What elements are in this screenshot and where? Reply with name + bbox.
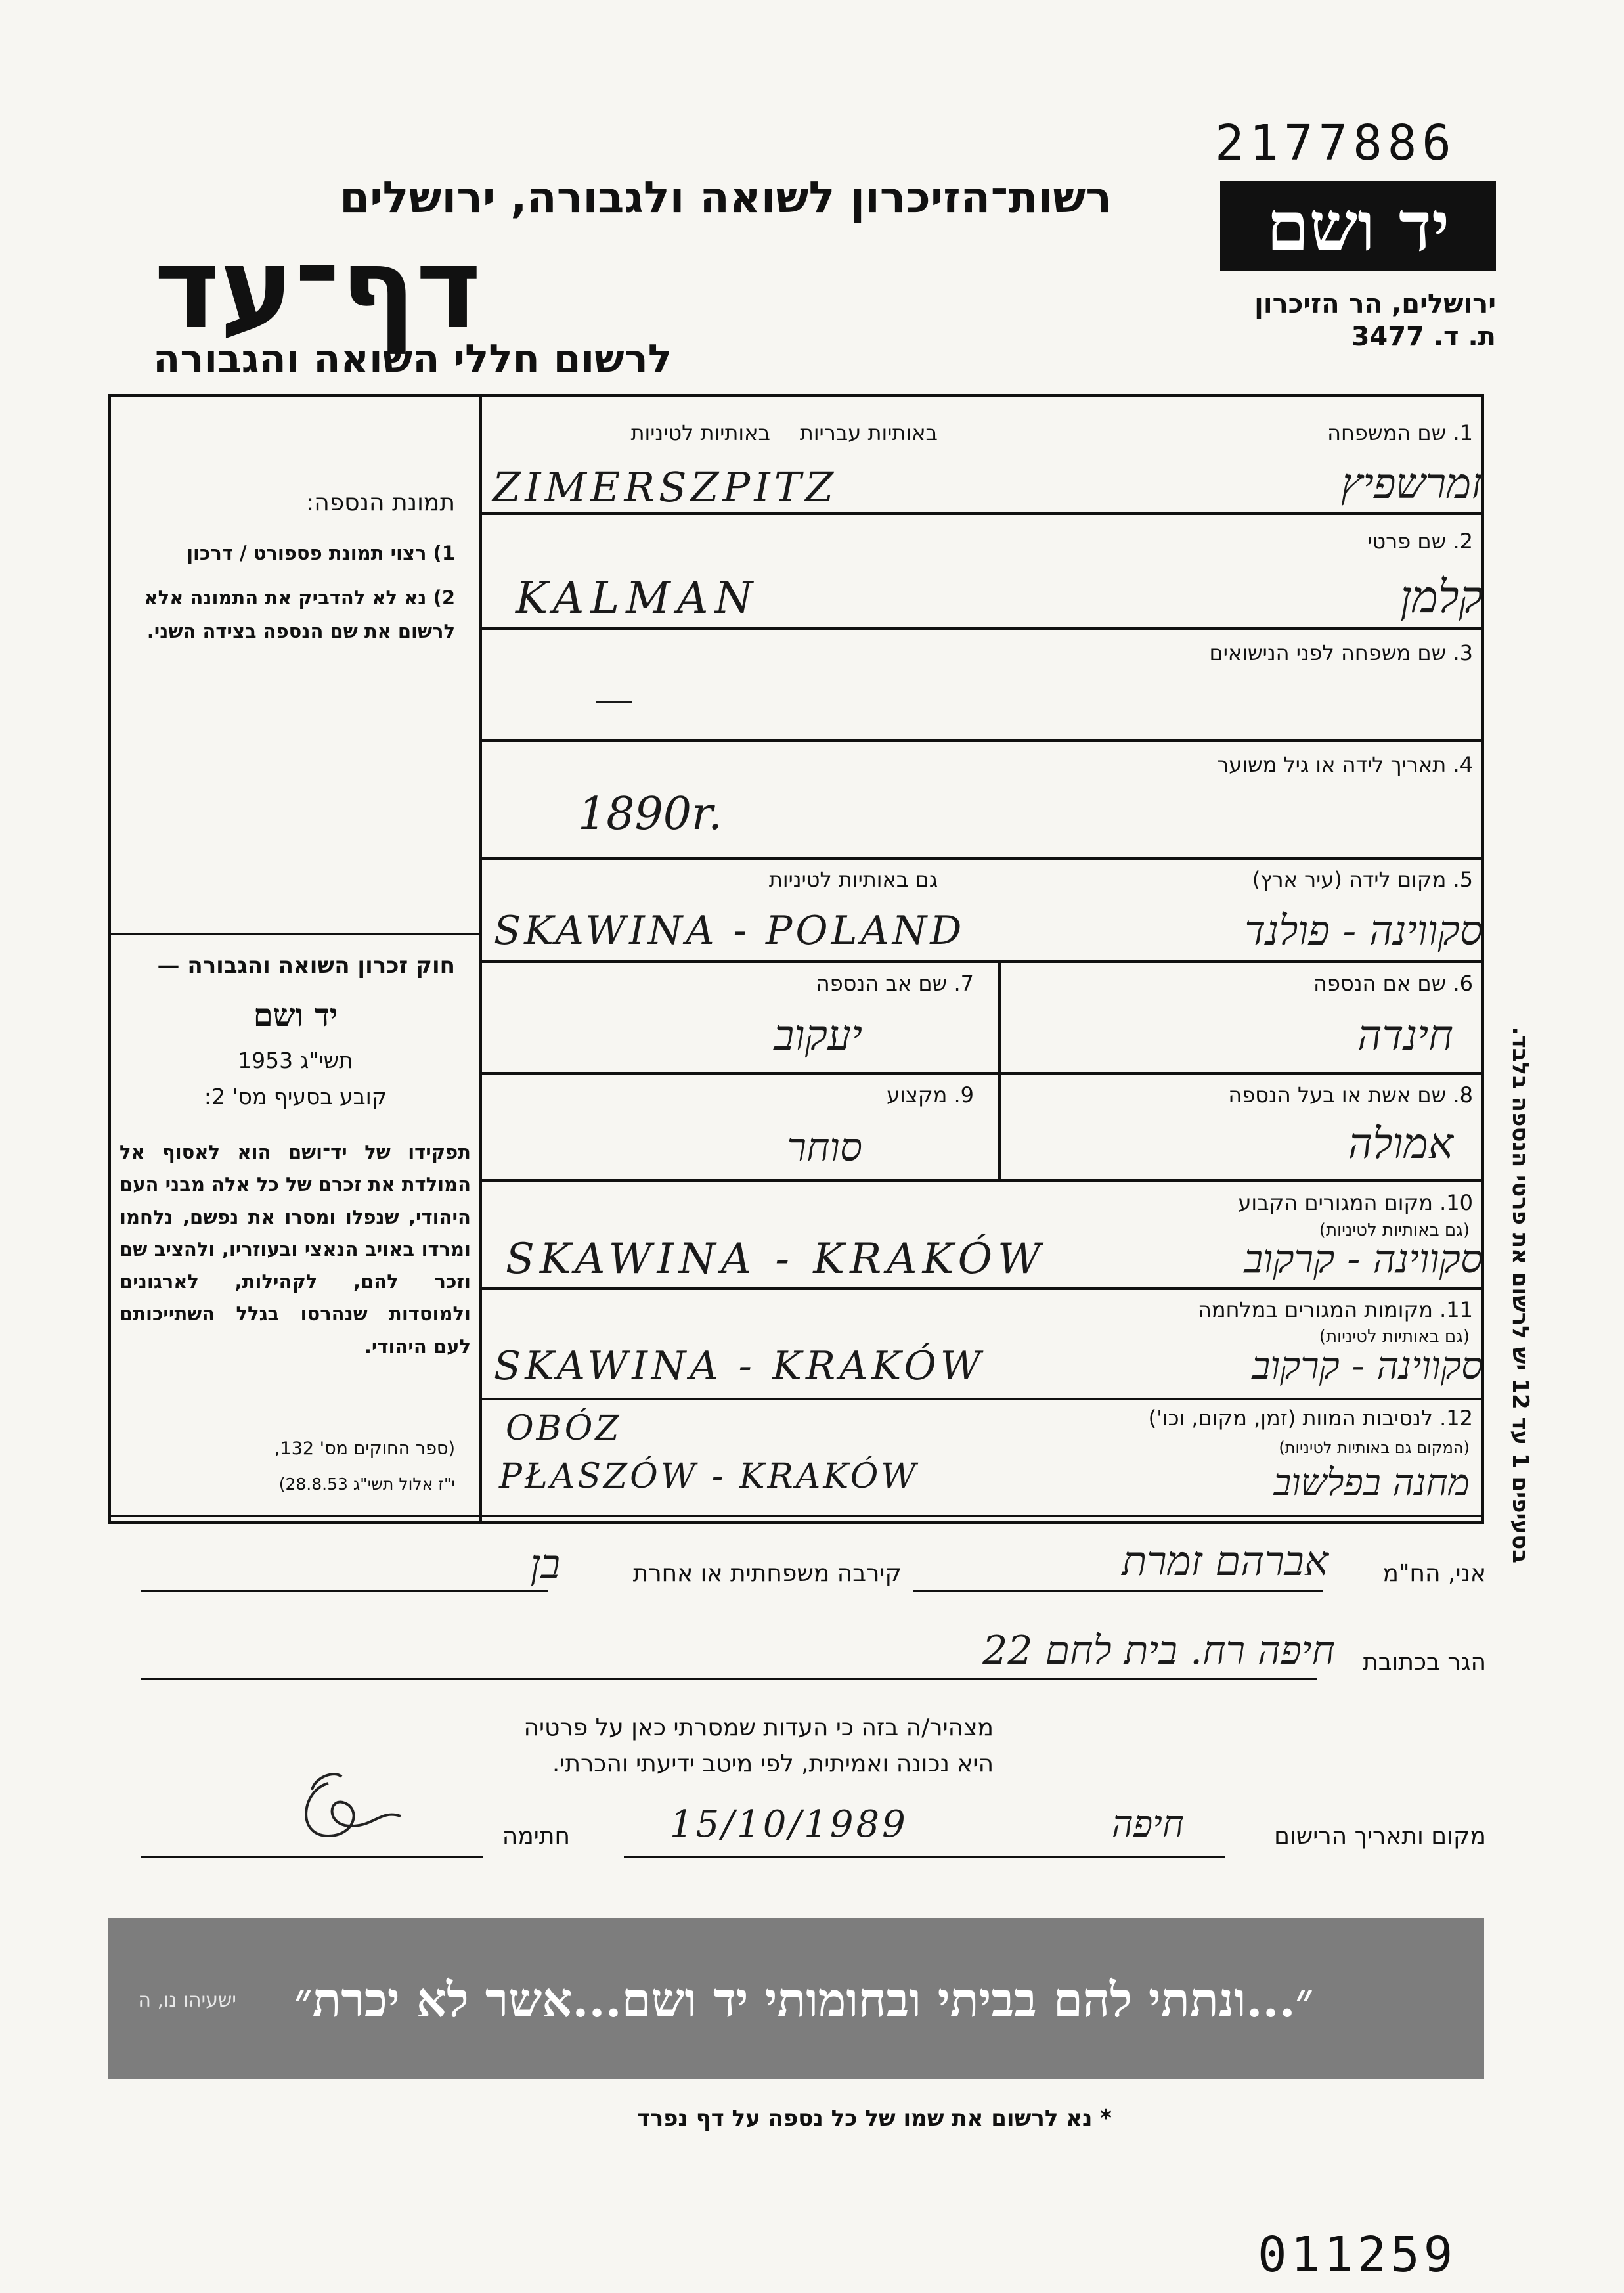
address-value[interactable]: חיפה רח. בית לחם 22 bbox=[982, 1628, 1335, 1674]
address-line-1: ירושלים, הר הזיכרון bbox=[1254, 289, 1496, 319]
registration-place[interactable]: חיפה bbox=[1112, 1803, 1184, 1846]
place-date-label: מקום ותאריך הרישום bbox=[1274, 1823, 1486, 1850]
field-2-latin-value[interactable]: KALMAN bbox=[516, 573, 760, 623]
address-line-2: ת. ד. 3477 bbox=[1351, 322, 1496, 352]
signature-label: חתימה bbox=[502, 1823, 570, 1850]
field-7-value[interactable]: יעקוב bbox=[774, 1012, 862, 1060]
quote-banner bbox=[108, 1918, 1484, 2079]
law-body: תפקידו של יד־ושם הוא לאסוף אל המולדת את זכרם של כל אלה מבני העם היהודי, שנפלו ומסרו את נפשם, נלחמו ומרדו באויב הנאצי ובעוזריו, ולהציב שם וזכר להם, לקהילות, לארגונים ולמוסדות שנהרסו בגלל השתייכותם לעם היהודי. bbox=[120, 1141, 471, 1358]
field-1-hebrew-hint: באותיות עבריות bbox=[799, 420, 938, 445]
left-column-divider bbox=[479, 394, 482, 1524]
field-2-hebrew-value[interactable]: קלמן bbox=[1400, 571, 1483, 623]
field-11-latin-hint: (גם באותיות לטיניות) bbox=[1319, 1327, 1470, 1347]
field-11-latin-value[interactable]: SKAWINA - KRAKÓW bbox=[494, 1343, 985, 1389]
photo-instruction-2: 2) נא לא להדביק את התמונה אלא לרשום את שם הנספה בצידה השני. bbox=[144, 587, 455, 642]
field-12-label: 12. לנסיבות המוות (זמן, מקום, וכו') bbox=[1148, 1406, 1473, 1431]
page-title: דף־עד bbox=[154, 224, 481, 354]
field-8-label: 8. שם אשת או בעל הנספה bbox=[1228, 1082, 1473, 1107]
field-9-label: 9. מקצוע bbox=[887, 1082, 974, 1107]
declaration-line-2: היא נכונה ואמיתית, לפי מיטב ידיעתי והכרתי. bbox=[552, 1750, 994, 1777]
field-1-hebrew-value[interactable]: זמרשפיץ bbox=[1340, 460, 1483, 508]
field-9-value[interactable]: סוחר bbox=[787, 1124, 862, 1170]
law-clause: קובע בסעיף מס' 2: bbox=[204, 1084, 387, 1109]
photo-instruction-1: 1) רצוי תמונת פספורט / דרכון bbox=[187, 542, 455, 564]
field-11-hebrew-value[interactable]: סקווינה - קרקוב bbox=[1252, 1343, 1483, 1388]
field-5-latin-value[interactable]: SKAWINA - POLAND bbox=[494, 908, 965, 954]
field-10-latin-hint: (גם באותיות לטיניות) bbox=[1319, 1220, 1470, 1240]
field-12-hebrew-value[interactable]: מחנה בפלשוב bbox=[1273, 1461, 1470, 1504]
registration-date[interactable]: 15/10/1989 bbox=[670, 1803, 908, 1846]
field-6-label: 6. שם אם הנספה bbox=[1313, 971, 1473, 996]
footnote: * נא לרשום את שמו של כל נספה על דף נפרד bbox=[636, 2105, 1112, 2131]
authority-name: רשות־הזיכרון לשואה ולגבורה, ירושלים bbox=[340, 172, 1112, 223]
field-7-label: 7. שם אב הנספה bbox=[816, 971, 974, 996]
field-3-label: 3. שם משפחה לפני הנישואים bbox=[1209, 640, 1473, 665]
field-10-label: 10. מקום המגורים הקבוע bbox=[1238, 1190, 1473, 1215]
field-6-value[interactable]: חינדה bbox=[1357, 1012, 1453, 1060]
field-8-value[interactable]: אמולה bbox=[1348, 1120, 1453, 1169]
field-3-value[interactable]: — bbox=[594, 677, 634, 723]
yad-vashem-logo: יד ושם bbox=[1220, 181, 1496, 271]
law-source: (ספר החוקים מס' 132, bbox=[274, 1438, 455, 1459]
declarant-i-label: אני, הח"מ bbox=[1382, 1560, 1486, 1587]
field-10-latin-value[interactable]: SKAWINA - KRAKÓW bbox=[506, 1235, 1046, 1283]
bottom-number: 011259 bbox=[1258, 2227, 1457, 2283]
signature-mark bbox=[289, 1764, 420, 1856]
field-5-hebrew-value[interactable]: סקווינה - פולנד bbox=[1244, 906, 1483, 954]
law-title: חוק זכרון השואה והגבורה — bbox=[157, 952, 455, 979]
law-year: תשי"ג 1953 bbox=[238, 1048, 353, 1073]
field-12-latin-hint: (המקום גם באותיות לטיניות) bbox=[1279, 1438, 1470, 1457]
field-11-label: 11. מקומות המגורים במלחמה bbox=[1197, 1297, 1473, 1322]
law-date: י"ז אלול תשי"ג 28.8.53) bbox=[278, 1475, 455, 1494]
banner-quote: ״...ונתתי להם בביתי ובחומותי יד ושם...אשר לא יכרת״ bbox=[294, 1972, 1313, 2028]
field-5-label: 5. מקום לידה (עיר ארץ) bbox=[1252, 867, 1473, 892]
left-column-separator bbox=[108, 933, 481, 935]
relation-value[interactable]: בן bbox=[530, 1540, 560, 1588]
field-5-latin-hint: גם באותיות לטיניות bbox=[768, 867, 938, 892]
page-subtitle: לרשום חללי השואה והגבורה bbox=[153, 336, 672, 382]
photo-section-title: תמונת הנספה: bbox=[306, 489, 455, 516]
document-number: 2177886 bbox=[1215, 115, 1457, 171]
law-name: יד ושם bbox=[253, 997, 338, 1034]
field-1-label: 1. שם המשפחה bbox=[1327, 420, 1473, 445]
declaration-line-1: מצהיר/ה בזה כי העדות שמסרתי כאן על פרטיה bbox=[523, 1714, 994, 1741]
field-4-label: 4. תאריך לידה או גיל משוער bbox=[1217, 752, 1473, 777]
side-note: בסעיפים 1 עד 12 יש לרשום את פרטי הנספה בלבד. bbox=[1507, 1026, 1533, 1563]
field-2-label: 2. שם פרטי bbox=[1367, 529, 1473, 554]
address-label: הגר בכתובת bbox=[1363, 1649, 1486, 1676]
declaration-separator bbox=[108, 1515, 1484, 1517]
field-4-value[interactable]: 1890r. bbox=[578, 788, 722, 840]
field-1-latin-value[interactable]: ZIMERSZPITZ bbox=[493, 463, 838, 511]
field-10-hebrew-value[interactable]: סקווינה - קרקוב bbox=[1244, 1236, 1483, 1282]
declarant-name[interactable]: אברהם זמרת bbox=[1122, 1537, 1328, 1585]
relation-label: קירבה משפחתית או אחרת bbox=[632, 1560, 902, 1587]
field-12-latin-value-1[interactable]: OBÓZ bbox=[506, 1409, 622, 1448]
field-1-latin-hint: באותיות לטיניות bbox=[630, 420, 770, 445]
banner-source: ישעיהו נו, ה bbox=[138, 1989, 236, 2012]
field-12-latin-value-2[interactable]: PŁASZÓW - KRAKÓW bbox=[499, 1457, 919, 1496]
